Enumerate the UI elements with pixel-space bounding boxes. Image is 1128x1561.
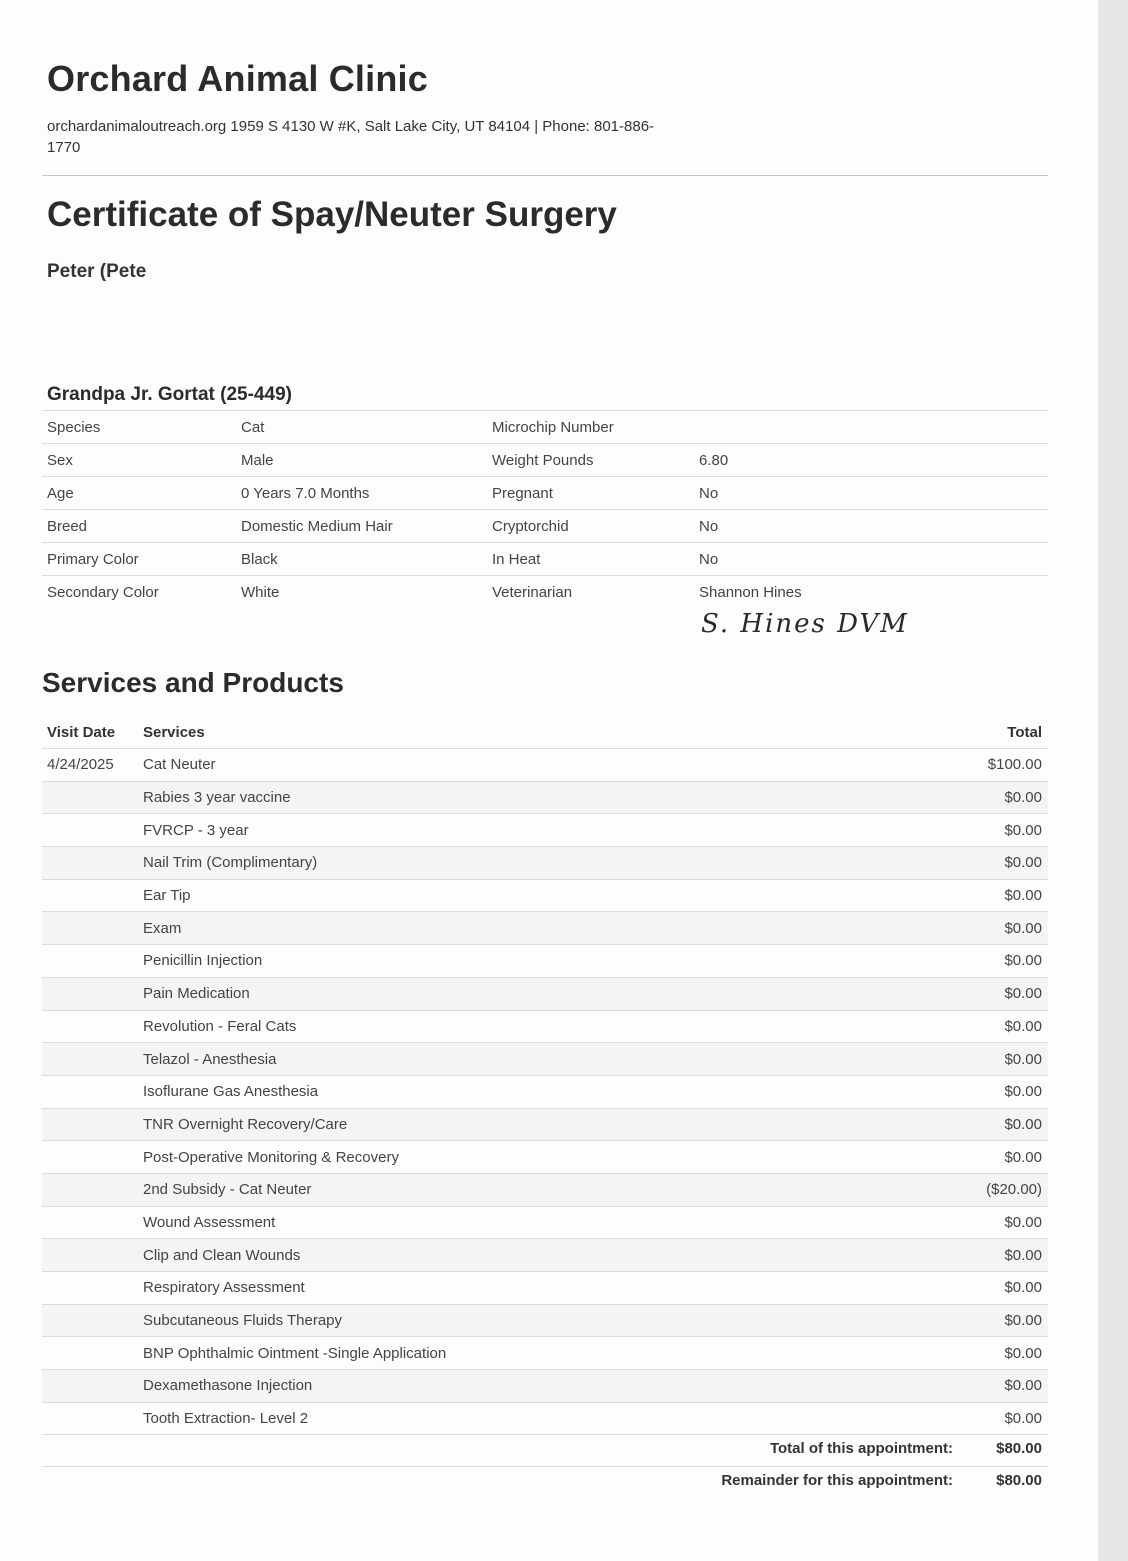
service-name: Revolution - Feral Cats <box>138 1010 886 1043</box>
service-date <box>42 912 138 945</box>
service-row <box>42 749 1048 782</box>
info-value: Cat <box>236 411 487 444</box>
service-date: 4/24/2025 <box>42 749 138 782</box>
service-name: Isoflurane Gas Anesthesia <box>138 1075 886 1108</box>
info-label: In Heat <box>487 543 694 576</box>
animal-info-row <box>42 477 1048 510</box>
service-date <box>42 1272 138 1305</box>
header-divider <box>42 175 1048 176</box>
service-row <box>42 1272 1048 1305</box>
header-total: Total <box>886 717 1048 749</box>
service-row <box>42 1304 1048 1337</box>
service-total: $0.00 <box>886 814 1048 847</box>
certificate-title: Certificate of Spay/Neuter Surgery <box>47 195 617 234</box>
service-name: Subcutaneous Fluids Therapy <box>138 1304 886 1337</box>
animal-info-table <box>42 410 1048 608</box>
service-total: $0.00 <box>886 1304 1048 1337</box>
service-name: Post-Operative Monitoring & Recovery <box>138 1141 886 1174</box>
service-name: BNP Ophthalmic Ointment -Single Application <box>138 1337 886 1370</box>
page-side-gutter <box>1098 0 1128 1561</box>
signature-text: S. Hines DVM <box>701 609 909 639</box>
service-row <box>42 1043 1048 1076</box>
service-name: TNR Overnight Recovery/Care <box>138 1108 886 1141</box>
appointment-total-value: $80.00 <box>996 1440 1042 1457</box>
service-date <box>42 1337 138 1370</box>
service-total: $0.00 <box>886 1239 1048 1272</box>
service-total: $0.00 <box>886 1108 1048 1141</box>
service-row <box>42 879 1048 912</box>
animal-heading: Grandpa Jr. Gortat (25-449) <box>47 384 292 405</box>
service-name: Wound Assessment <box>138 1206 886 1239</box>
info-label: Secondary Color <box>42 576 236 609</box>
animal-info-row <box>42 444 1048 477</box>
service-date <box>42 847 138 880</box>
info-label: Primary Color <box>42 543 236 576</box>
services-title: Services and Products <box>42 667 344 698</box>
service-total: $0.00 <box>886 847 1048 880</box>
appointment-remainder-row <box>42 1472 1048 1498</box>
service-name: Pain Medication <box>138 977 886 1010</box>
service-total: $0.00 <box>886 1272 1048 1305</box>
service-name: Cat Neuter <box>138 749 886 782</box>
service-total: $0.00 <box>886 1337 1048 1370</box>
service-name: Rabies 3 year vaccine <box>138 781 886 814</box>
service-row <box>42 814 1048 847</box>
service-date <box>42 814 138 847</box>
service-name: Exam <box>138 912 886 945</box>
clinic-contact-info: orchardanimaloutreach.org 1959 S 4130 W #K, Salt Lake City, UT 84104 | Phone: 801-886-1770 <box>47 118 655 156</box>
animal-info-row <box>42 411 1048 444</box>
service-total: $0.00 <box>886 912 1048 945</box>
service-total: $100.00 <box>886 749 1048 782</box>
service-total: $0.00 <box>886 879 1048 912</box>
service-name: Telazol - Anesthesia <box>138 1043 886 1076</box>
service-row <box>42 1075 1048 1108</box>
header-visit-date: Visit Date <box>42 717 138 749</box>
service-date <box>42 1141 138 1174</box>
service-name: Clip and Clean Wounds <box>138 1239 886 1272</box>
service-date <box>42 977 138 1010</box>
veterinarian-signature <box>697 600 937 642</box>
info-value: Black <box>236 543 487 576</box>
service-name: Dexamethasone Injection <box>138 1370 886 1403</box>
info-value: 6.80 <box>694 444 1048 477</box>
info-label: Cryptorchid <box>487 510 694 543</box>
owner-name: Peter (Pete <box>47 261 147 282</box>
info-label: Breed <box>42 510 236 543</box>
service-total: $0.00 <box>886 1075 1048 1108</box>
appointment-total-row <box>42 1440 1048 1467</box>
service-row <box>42 1206 1048 1239</box>
service-total: $0.00 <box>886 1206 1048 1239</box>
service-total: ($20.00) <box>886 1173 1048 1206</box>
service-total: $0.00 <box>886 781 1048 814</box>
info-value: No <box>694 543 1048 576</box>
services-header-row <box>42 717 1048 749</box>
info-value: Male <box>236 444 487 477</box>
service-row <box>42 1010 1048 1043</box>
service-row <box>42 945 1048 978</box>
service-row <box>42 1370 1048 1403</box>
service-date <box>42 879 138 912</box>
service-name: Nail Trim (Complimentary) <box>138 847 886 880</box>
service-row <box>42 977 1048 1010</box>
appointment-remainder-value: $80.00 <box>996 1472 1042 1489</box>
service-name: Tooth Extraction- Level 2 <box>138 1402 886 1435</box>
service-date <box>42 1239 138 1272</box>
service-row <box>42 1108 1048 1141</box>
service-date <box>42 1402 138 1435</box>
service-row <box>42 1173 1048 1206</box>
animal-info-row <box>42 543 1048 576</box>
service-name: 2nd Subsidy - Cat Neuter <box>138 1173 886 1206</box>
appointment-total-label: Total of this appointment: <box>769 1440 953 1457</box>
service-name: Penicillin Injection <box>138 945 886 978</box>
service-date <box>42 1043 138 1076</box>
service-total: $0.00 <box>886 1010 1048 1043</box>
service-row <box>42 847 1048 880</box>
service-date <box>42 1173 138 1206</box>
info-label: Weight Pounds <box>487 444 694 477</box>
service-date <box>42 1075 138 1108</box>
service-date <box>42 1370 138 1403</box>
services-table <box>42 717 1048 1435</box>
service-name: Respiratory Assessment <box>138 1272 886 1305</box>
service-total: $0.00 <box>886 1402 1048 1435</box>
info-value: Domestic Medium Hair <box>236 510 487 543</box>
info-label: Sex <box>42 444 236 477</box>
animal-info-row <box>42 510 1048 543</box>
service-total: $0.00 <box>886 1141 1048 1174</box>
info-label: Veterinarian <box>487 576 694 609</box>
service-total: $0.00 <box>886 1043 1048 1076</box>
service-date <box>42 1010 138 1043</box>
info-value: No <box>694 477 1048 510</box>
info-label: Microchip Number <box>487 411 694 444</box>
info-value: White <box>236 576 487 609</box>
info-value: No <box>694 510 1048 543</box>
service-date <box>42 781 138 814</box>
service-row <box>42 1337 1048 1370</box>
service-date <box>42 1206 138 1239</box>
service-name: FVRCP - 3 year <box>138 814 886 847</box>
service-total: $0.00 <box>886 945 1048 978</box>
info-label: Age <box>42 477 236 510</box>
appointment-remainder-label: Remainder for this appointment: <box>721 1472 953 1489</box>
service-date <box>42 945 138 978</box>
info-label: Pregnant <box>487 477 694 510</box>
service-total: $0.00 <box>886 1370 1048 1403</box>
service-row <box>42 1402 1048 1435</box>
info-label: Species <box>42 411 236 444</box>
info-value: 0 Years 7.0 Months <box>236 477 487 510</box>
service-row <box>42 912 1048 945</box>
info-value: Shannon Hines <box>694 576 1048 609</box>
service-row <box>42 1239 1048 1272</box>
service-row <box>42 781 1048 814</box>
service-date <box>42 1108 138 1141</box>
service-date <box>42 1304 138 1337</box>
service-total: $0.00 <box>886 977 1048 1010</box>
service-row <box>42 1141 1048 1174</box>
header-services: Services <box>138 717 886 749</box>
clinic-name: Orchard Animal Clinic <box>47 58 428 99</box>
service-name: Ear Tip <box>138 879 886 912</box>
info-value <box>694 411 1048 444</box>
